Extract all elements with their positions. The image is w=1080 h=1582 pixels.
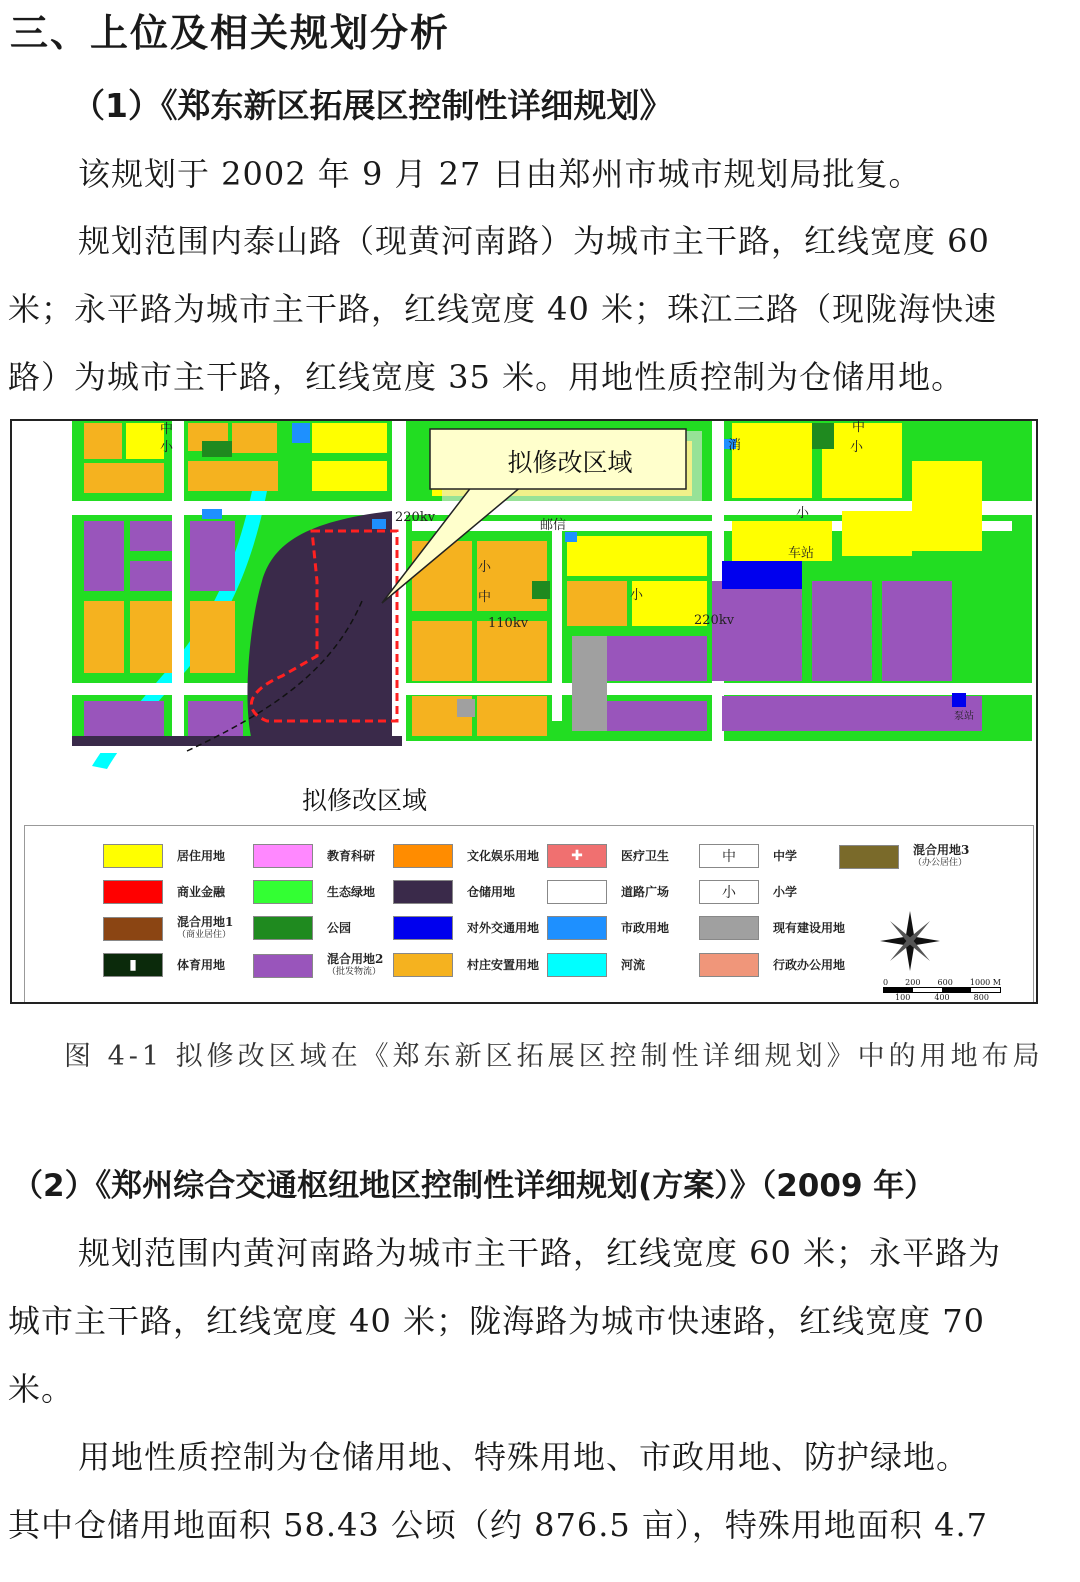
legend-label: 文化娱乐用地 <box>467 848 540 863</box>
paragraph-land-use: 用地性质控制为仓储用地、特殊用地、市政用地、防护绿地。 <box>78 1438 970 1476</box>
legend-label: 中学 <box>773 848 798 863</box>
legend-item <box>547 844 669 868</box>
legend-label: 混合用地2 （批发物流） <box>327 952 384 977</box>
label-small-c: 小 <box>478 560 492 575</box>
legend-swatch <box>103 917 163 941</box>
legend-swatch <box>699 953 759 977</box>
legend-item <box>103 916 233 942</box>
legend-swatch <box>547 953 607 977</box>
legend-item <box>253 844 375 868</box>
legend-swatch <box>253 844 313 868</box>
legend-swatch <box>393 916 453 940</box>
legend-label: 混合用地1 （商业居住） <box>177 915 234 940</box>
legend-item <box>393 953 539 977</box>
label-220kv-b: 220kv <box>694 613 735 628</box>
paragraph-roads-line1: 规划范围内泰山路（现黄河南路）为城市主干路，红线宽度 60 <box>78 222 990 260</box>
label-mid-b: 中 <box>852 421 866 435</box>
legend-label: 体育用地 <box>177 957 226 972</box>
legend-item <box>103 880 225 904</box>
legend-label: 教育科研 <box>327 848 376 863</box>
legend-label: 医疗卫生 <box>621 848 670 863</box>
legend-swatch <box>393 880 453 904</box>
legend-item <box>253 880 375 904</box>
land-use-map <box>12 421 1036 821</box>
land-use-map-figure <box>10 419 1038 1004</box>
callout-text: 拟修改区域 <box>507 448 633 477</box>
legend-label: 商业金融 <box>177 884 226 899</box>
legend-swatch <box>547 916 607 940</box>
legend-item <box>547 953 645 977</box>
legend-swatch <box>253 880 313 904</box>
subsection-heading-2: （2）《郑州综合交通枢纽地区控制性详细规划(方案）》（2009 年） <box>12 1168 936 1204</box>
label-station: 车站 <box>788 546 815 561</box>
legend-item <box>699 844 797 868</box>
legend-label: 河流 <box>621 957 646 972</box>
legend-item <box>393 916 539 940</box>
label-220kv-a: 220kv <box>395 510 436 525</box>
subsection-heading-1: （1）《郑东新区拓展区控制性详细规划》 <box>72 86 673 125</box>
paragraph-area: 其中仓储用地面积 58.43 公顷（约 876.5 亩），特殊用地面积 4.7 <box>8 1506 988 1544</box>
paragraph-hub-line2: 城市主干路，红线宽度 40 米；陇海路为城市快速路，红线宽度 70 <box>8 1302 985 1340</box>
legend-item <box>253 916 351 940</box>
legend-label: 对外交通用地 <box>467 920 540 935</box>
label-small-d: 小 <box>630 588 644 603</box>
legend-swatch: ▮ <box>103 953 163 977</box>
paragraph-hub-line1: 规划范围内黄河南路为城市主干路，红线宽度 60 米；永平路为 <box>78 1234 1002 1272</box>
legend-item <box>253 953 383 979</box>
legend-label: 生态绿地 <box>327 884 376 899</box>
label-small-a: 小 <box>160 440 174 455</box>
existing-construction <box>572 636 607 731</box>
legend-item <box>103 844 225 868</box>
legend-swatch <box>253 916 313 940</box>
transport-block <box>722 561 802 589</box>
label-110kv: 110kv <box>488 616 529 631</box>
legend-item <box>547 880 669 904</box>
legend-label: 仓储用地 <box>467 884 516 899</box>
label-fire: 消 <box>728 438 742 453</box>
legend-item <box>839 844 969 870</box>
legend-label: 混合用地3 （办公居住） <box>913 843 970 868</box>
label-post: 邮信 <box>540 518 567 533</box>
paragraph-roads-line2: 米；永平路为城市主干路，红线宽度 40 米；珠江三路（现陇海快速 <box>8 290 998 328</box>
scale-bar: 0 200 600 1000 M 100 400 800 <box>883 978 1001 1002</box>
legend-label: 村庄安置用地 <box>467 957 540 972</box>
legend-item <box>699 953 845 977</box>
legend-label: 公园 <box>327 920 352 935</box>
legend-swatch <box>393 844 453 868</box>
paragraph-hub-line3: 米。 <box>8 1370 75 1408</box>
map-legend <box>24 825 1034 1004</box>
left-orange-blocks <box>84 601 235 673</box>
legend-label: 市政用地 <box>621 920 670 935</box>
legend-swatch <box>839 845 899 869</box>
legend-label: 现有建设用地 <box>773 920 846 935</box>
legend-item <box>547 916 669 940</box>
legend-label: 居住用地 <box>177 848 226 863</box>
legend-item <box>103 953 225 977</box>
paragraph-approval: 该规划于 2002 年 9 月 27 日由郑州市城市规划局批复。 <box>78 155 922 193</box>
legend-swatch <box>699 916 759 940</box>
legend-swatch: ✚ <box>547 844 607 868</box>
paragraph-roads-line3: 路）为城市主干路，红线宽度 35 米。用地性质控制为仓储用地。 <box>8 358 965 396</box>
legend-item <box>393 844 539 868</box>
north-arrow-icon <box>875 906 945 976</box>
label-small-b: 小 <box>850 440 864 455</box>
label-mid-c: 中 <box>478 590 492 605</box>
legend-swatch <box>253 954 313 978</box>
legend-item <box>393 880 515 904</box>
legend-swatch: 小 <box>699 880 759 904</box>
section-title: 三、上位及相关规划分析 <box>10 11 451 55</box>
legend-swatch <box>547 880 607 904</box>
legend-item <box>699 880 797 904</box>
legend-swatch <box>103 844 163 868</box>
label-small-e: 小 <box>796 506 810 521</box>
figure-caption: 图 4-1 拟修改区域在《郑东新区拓展区控制性详细规划》中的用地布局 <box>64 1041 1044 1072</box>
legend-swatch <box>103 880 163 904</box>
bottom-region-label: 拟修改区域 <box>302 786 428 815</box>
label-mid-a: 中 <box>160 422 174 437</box>
legend-label: 行政办公用地 <box>773 957 846 972</box>
legend-swatch: 中 <box>699 844 759 868</box>
legend-swatch <box>393 953 453 977</box>
label-pump: 泵站 <box>954 711 974 722</box>
legend-item <box>699 916 845 940</box>
legend-label: 道路广场 <box>621 884 670 899</box>
legend-label: 小学 <box>773 884 798 899</box>
